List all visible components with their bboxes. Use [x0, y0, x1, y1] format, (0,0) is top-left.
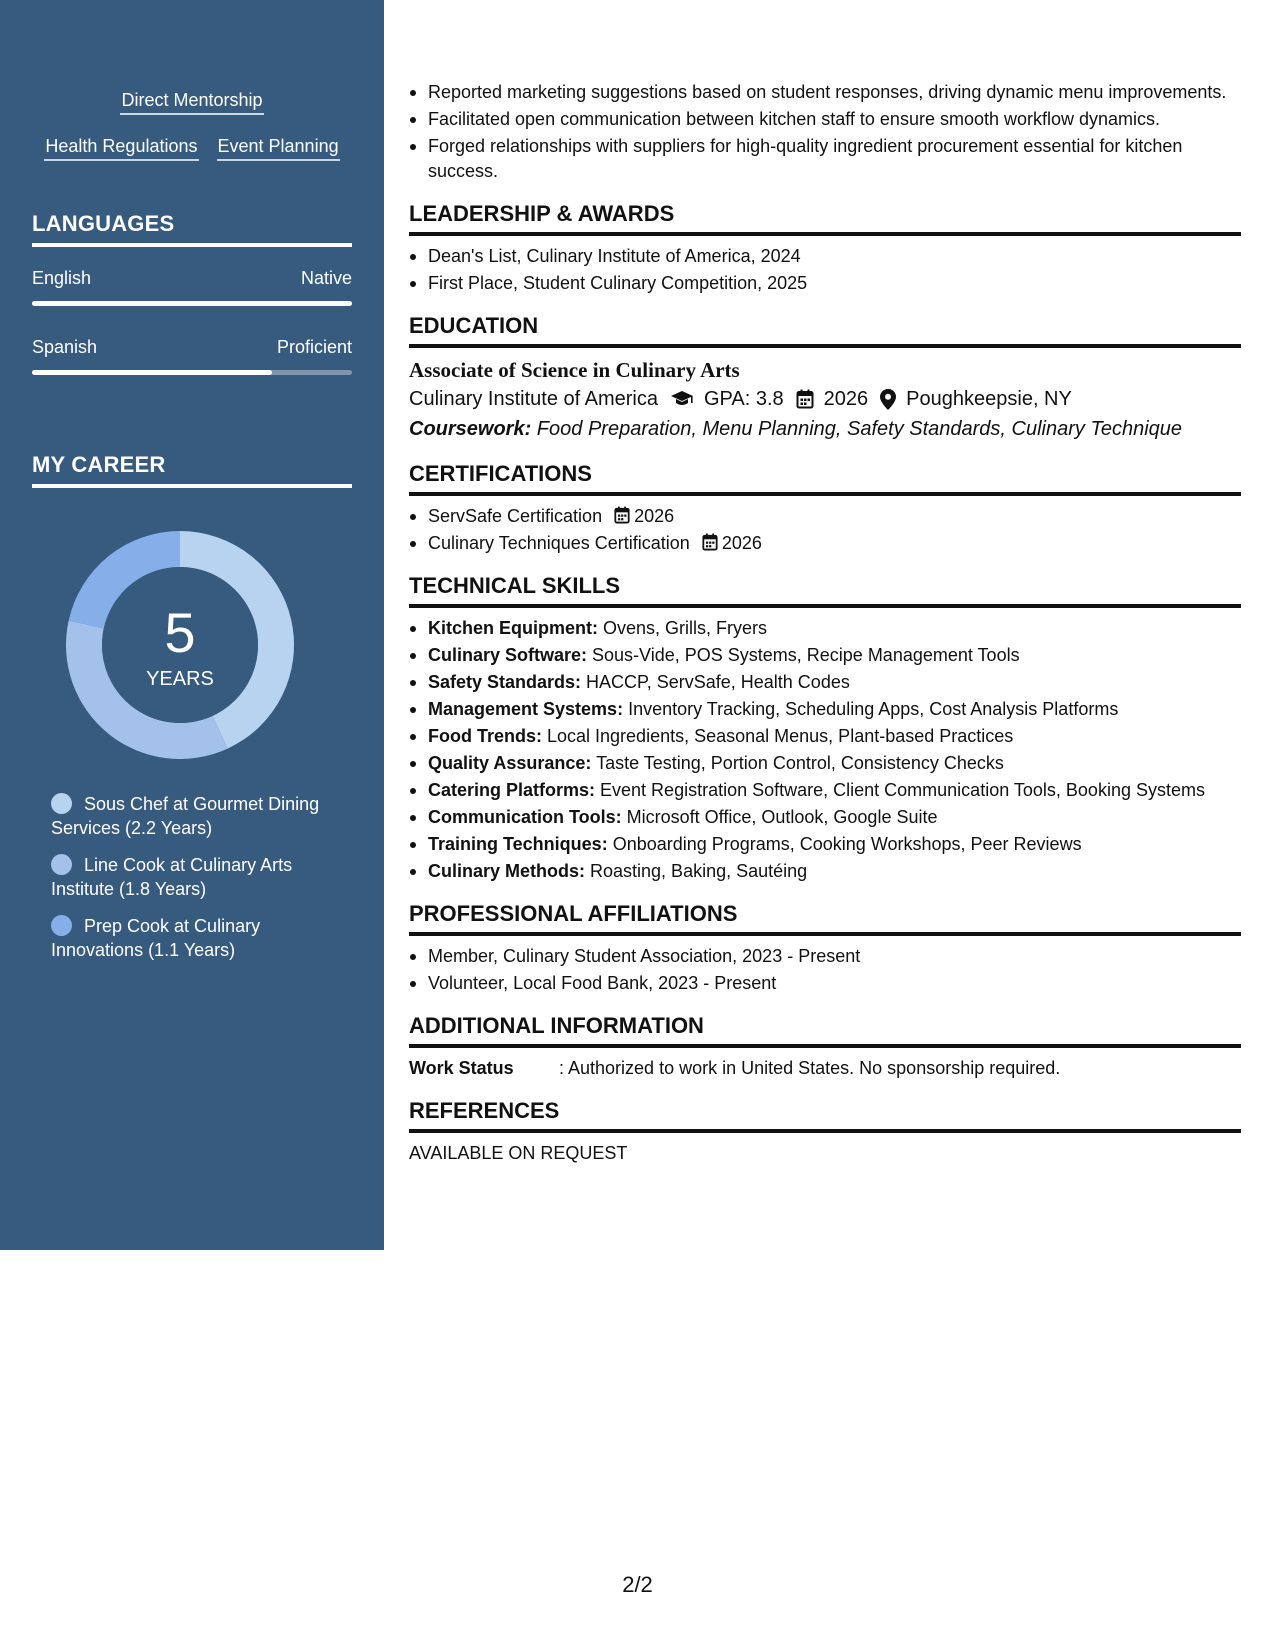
graduation-cap-icon — [670, 389, 694, 409]
skill-label: Culinary Software: — [428, 645, 588, 665]
leadership-list — [409, 244, 1241, 296]
skill-label: Management Systems: — [428, 699, 624, 719]
certification-item — [409, 504, 1241, 529]
technical-skills-list — [409, 616, 1241, 884]
affiliation-item: Member, Culinary Student Association, 2023 - Present — [409, 944, 1241, 969]
skill-label: Culinary Methods: — [428, 861, 586, 881]
certifications-list — [409, 504, 1241, 556]
language-spanish — [32, 335, 352, 375]
education-gpa: GPA: 3.8 — [704, 388, 784, 410]
skill-value: Sous-Vide, POS Systems, Recipe Management Tools — [587, 645, 1020, 665]
work-status-row — [409, 1056, 1241, 1081]
skill-item — [409, 643, 1241, 668]
career-item — [51, 914, 351, 962]
certification-name: Culinary Techniques Certification — [428, 533, 690, 553]
language-name: Spanish — [32, 337, 98, 357]
calendar-icon — [702, 533, 718, 551]
skill-value: Onboarding Programs, Cooking Workshops, Peer Reviews — [607, 834, 1082, 854]
main-content — [409, 80, 1241, 1166]
experience-bullet: Forged relationships with suppliers for high-quality ingredient procurement essential for kitchen success. — [409, 134, 1241, 184]
skill-tags — [0, 88, 384, 180]
education-coursework — [409, 414, 1241, 444]
career-heading: MY CAREER — [32, 452, 352, 488]
certification-item — [409, 531, 1241, 556]
language-level: Native — [300, 268, 352, 288]
skill-item — [409, 859, 1241, 884]
language-bar — [32, 370, 352, 375]
work-status-label: Work Status — [409, 1058, 514, 1078]
certifications-heading: CERTIFICATIONS — [409, 460, 1241, 496]
skill-item — [409, 751, 1241, 776]
map-pin-icon — [880, 389, 896, 410]
language-english — [32, 266, 352, 306]
experience-bullets — [409, 80, 1241, 184]
skill-label: Safety Standards: — [428, 672, 582, 692]
skill-value: Taste Testing, Portion Control, Consistency Checks — [591, 753, 1004, 773]
career-dot-icon — [51, 793, 72, 814]
calendar-icon — [614, 506, 630, 524]
skill-tag: Direct Mentorship — [120, 88, 263, 115]
skill-value: Ovens, Grills, Fryers — [598, 618, 768, 638]
skill-tag: Event Planning — [217, 134, 340, 161]
skill-value: HACCP, ServSafe, Health Codes — [581, 672, 850, 692]
experience-bullet: Reported marketing suggestions based on student responses, driving dynamic menu improvements. — [409, 80, 1241, 105]
education-details — [409, 384, 1241, 414]
work-status-value: : Authorized to work in United States. No sponsorship required. — [559, 1058, 1061, 1078]
education-school: Culinary Institute of America — [409, 388, 658, 410]
career-legend — [51, 792, 351, 975]
skill-label: Communication Tools: — [428, 807, 622, 827]
career-total-unit: YEARS — [146, 668, 214, 690]
education-heading: EDUCATION — [409, 312, 1241, 348]
career-item-text: Sous Chef at Gourmet Dining Services (2.2 Years) — [51, 794, 320, 838]
skill-item — [409, 616, 1241, 641]
education-degree: Associate of Science in Culinary Arts — [409, 358, 740, 382]
skill-value: Roasting, Baking, Sautéing — [585, 861, 808, 881]
language-bar-fill — [32, 370, 272, 375]
skill-item — [409, 832, 1241, 857]
skill-tag: Health Regulations — [44, 134, 198, 161]
references-text: AVAILABLE ON REQUEST — [409, 1143, 628, 1163]
page-number: 2/2 — [622, 1572, 653, 1597]
certification-year: 2026 — [634, 506, 675, 526]
calendar-icon — [796, 389, 814, 409]
language-level: Proficient — [276, 337, 352, 357]
technical-skills-heading: TECHNICAL SKILLS — [409, 572, 1241, 608]
skill-item — [409, 697, 1241, 722]
education-year: 2026 — [823, 388, 869, 410]
skill-value: Inventory Tracking, Scheduling Apps, Cost Analysis Platforms — [623, 699, 1119, 719]
education-location: Poughkeepsie, NY — [906, 388, 1072, 410]
career-item — [51, 853, 351, 901]
career-dot-icon — [51, 915, 72, 936]
languages-heading: LANGUAGES — [32, 211, 352, 247]
leadership-item: First Place, Student Culinary Competition, 2025 — [409, 271, 1241, 296]
career-item-text: Line Cook at Culinary Arts Institute (1.8 Years) — [51, 855, 293, 899]
affiliation-item: Volunteer, Local Food Bank, 2023 - Present — [409, 971, 1241, 996]
leadership-heading: LEADERSHIP & AWARDS — [409, 200, 1241, 236]
language-bar — [32, 301, 352, 306]
experience-bullet: Facilitated open communication between kitchen staff to ensure smooth workflow dynamics. — [409, 107, 1241, 132]
career-donut-chart — [66, 531, 294, 759]
skill-label: Training Techniques: — [428, 834, 608, 854]
skill-label: Catering Platforms: — [428, 780, 596, 800]
leadership-item: Dean's List, Culinary Institute of America, 2024 — [409, 244, 1241, 269]
skill-item — [409, 724, 1241, 749]
career-item-text: Prep Cook at Culinary Innovations (1.1 Years) — [51, 916, 261, 960]
skill-label: Food Trends: — [428, 726, 542, 746]
skill-value: Microsoft Office, Outlook, Google Suite — [621, 807, 938, 827]
career-dot-icon — [51, 854, 72, 875]
career-total-number: 5 — [164, 601, 196, 664]
certification-year: 2026 — [721, 533, 762, 553]
sidebar — [0, 0, 384, 1250]
language-name: English — [32, 268, 92, 288]
skill-label: Kitchen Equipment: — [428, 618, 598, 638]
language-bar-fill — [32, 301, 352, 306]
skill-value: Local Ingredients, Seasonal Menus, Plant-based Practices — [542, 726, 1014, 746]
skill-label: Quality Assurance: — [428, 753, 592, 773]
skill-value: Event Registration Software, Client Communication Tools, Booking Systems — [595, 780, 1205, 800]
career-item — [51, 792, 351, 840]
skill-item — [409, 670, 1241, 695]
coursework-text: Food Preparation, Menu Planning, Safety Standards, Culinary Technique — [531, 418, 1183, 440]
affiliations-list — [409, 944, 1241, 996]
additional-info-heading: ADDITIONAL INFORMATION — [409, 1012, 1241, 1048]
references-heading: REFERENCES — [409, 1097, 1241, 1133]
coursework-label: Coursework: — [409, 418, 532, 440]
affiliations-heading: PROFESSIONAL AFFILIATIONS — [409, 900, 1241, 936]
certification-name: ServSafe Certification — [428, 506, 603, 526]
skill-item — [409, 805, 1241, 830]
skill-item — [409, 778, 1241, 803]
